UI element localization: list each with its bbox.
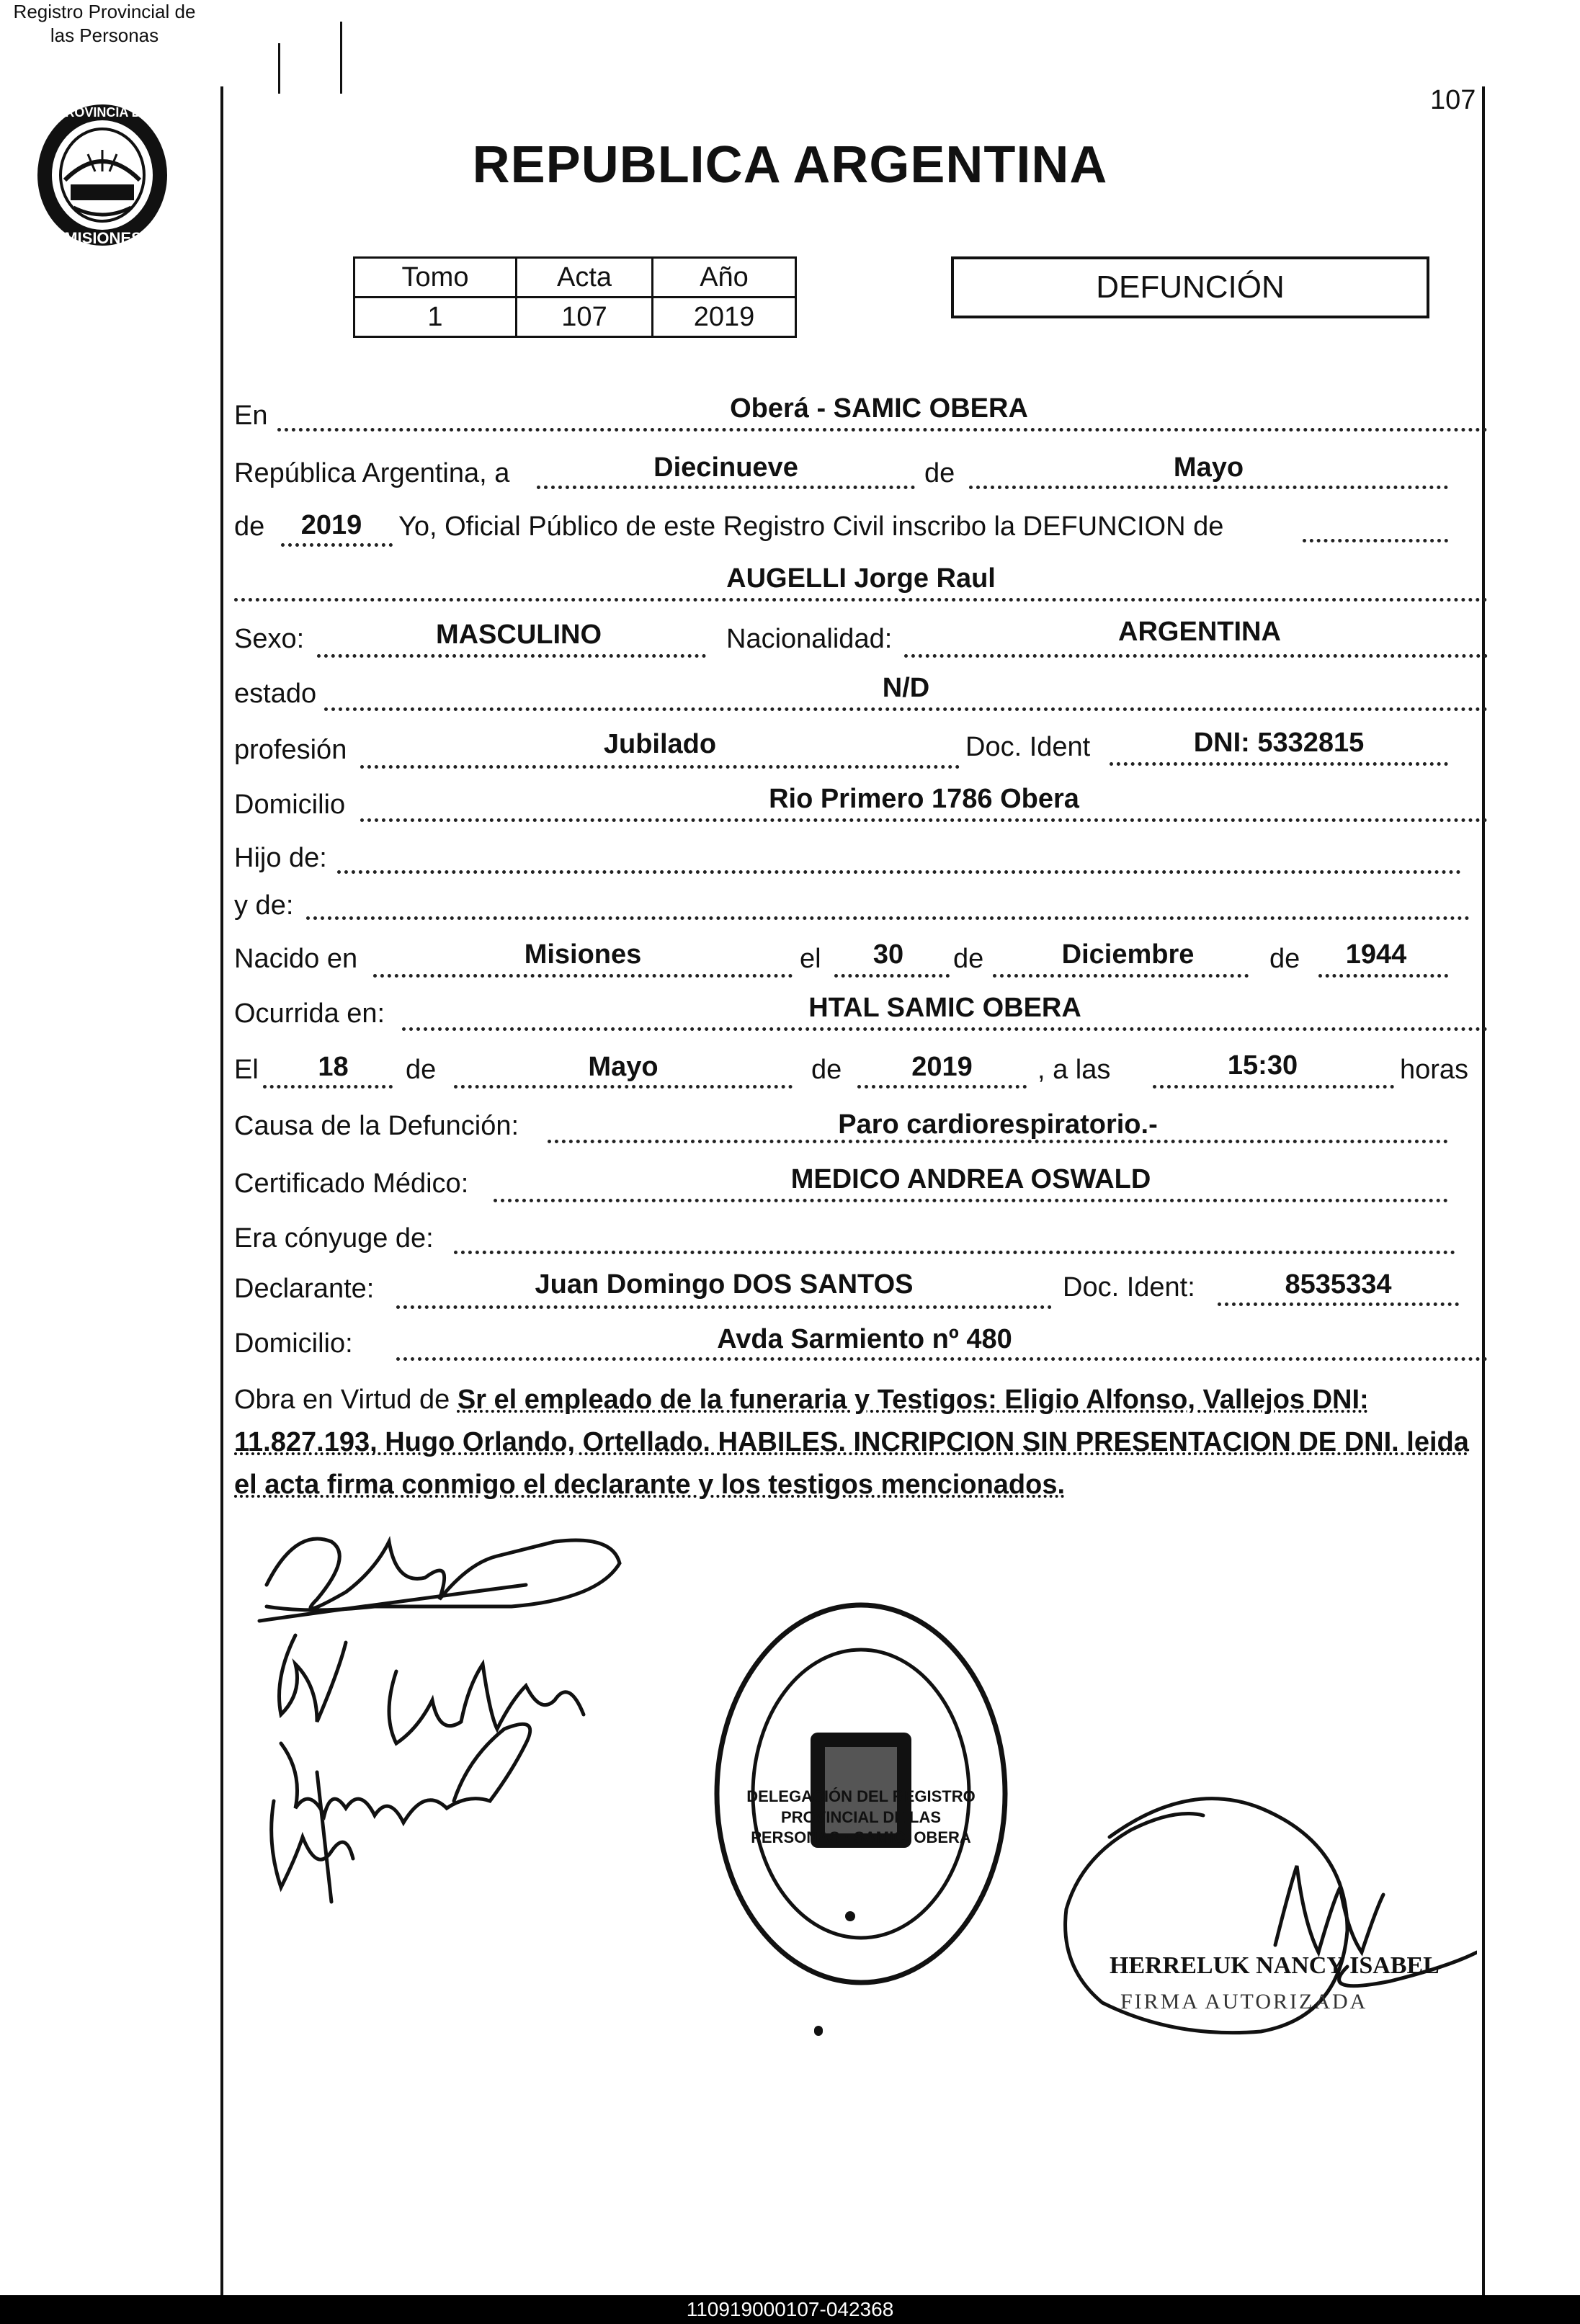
dotted-line [537,486,915,489]
label-estado: estado [234,679,317,709]
label-de: de [924,458,955,488]
reference-header-row [354,258,796,298]
dotted-line [234,598,1488,602]
lugar-value: Oberá - SAMIC OBERA [730,393,1028,424]
label-conyuge: Era cónyuge de: [234,1223,434,1253]
fallec-dia-value: 18 [318,1052,349,1082]
delegation-seal-text: DELEGACIÓN DEL REGISTRO PROVINCIAL DE LAS PERSONAS · SAMIC. OBERA [746,1787,976,1847]
label-y-de: y de: [234,890,294,921]
label-causa: Causa de la Defunción: [234,1111,519,1141]
dotted-line [1110,762,1448,766]
nacido-anio-value: 1944 [1345,939,1407,970]
dotted-line [1153,1085,1394,1089]
fallec-mes-value: Mayo [588,1052,659,1082]
dotted-line [904,654,1488,658]
tomo-value: 1 [354,298,517,337]
dotted-line [857,1085,1027,1089]
dotted-line [969,486,1448,489]
institution-name [0,0,209,47]
label-domicilio: Domicilio: [234,1328,353,1359]
obra-detalle-value: Sr el empleado de la funeraria y Testigos: Eligio Alfonso, Vallejos DNI: 11.827.193, Hugo Orlando, Ortellado. HABILES. INCRIPCION SIN PRESENTACION DE DNI. leida el acta firma conmigo el declarante y los testigos mencionados. [234,1385,1469,1500]
signature-scribble [252,1498,656,1916]
institution-line1: Registro Provincial de [13,1,196,22]
dotted-line [281,543,393,547]
declarante-domicilio-value: Avda Sarmiento nº 480 [717,1324,1012,1354]
reference-value-row [354,298,796,337]
label-a-las: , a las [1037,1055,1111,1085]
official-stamp-name: HERRELUK NANCY ISABEL [1110,1952,1440,1979]
domicilio-value: Rio Primero 1786 Obera [769,784,1079,814]
certificado-value: MEDICO ANDREA OSWALD [790,1164,1151,1194]
acta-value: 107 [517,298,653,337]
left-margin-line [220,86,223,2295]
footer-barcode-text: 110919000107-042368 [0,2295,1580,2324]
dotted-line [324,707,1488,711]
ocurrida-en-value: HTAL SAMIC OBERA [808,993,1081,1023]
label-ocurrida-en: Ocurrida en: [234,998,385,1029]
label-horas: horas [1400,1055,1469,1085]
nacido-en-value: Misiones [524,939,642,970]
nombre-value: AUGELLI Jorge Raul [726,563,996,594]
label-de: de [1269,944,1300,974]
fold-mark [340,22,342,94]
dotted-line [548,1140,1448,1143]
label-obra-en-virtud: Obra en Virtud de [234,1385,450,1415]
mes-inscripcion-value: Mayo [1173,452,1244,483]
nacido-dia-value: 30 [872,939,904,970]
label-republica: República Argentina, a [234,458,510,488]
label-el: el [800,944,821,974]
label-de: de [811,1055,842,1085]
dotted-line [993,974,1249,978]
label-sexo: Sexo: [234,624,305,654]
dotted-line [337,870,1461,874]
dotted-line [317,654,706,658]
dotted-line [454,1085,793,1089]
right-margin-line [1482,86,1485,2295]
nacido-mes-value: Diciembre [1061,939,1195,970]
label-en: En [234,401,268,431]
label-de: de [234,511,265,542]
dotted-line [277,428,1488,432]
page-number: 107 [1430,85,1476,115]
dotted-line [360,818,1488,822]
acta-header: Acta [517,258,653,298]
documento-value: DNI: 5332815 [1193,728,1365,758]
sexo-value: MASCULINO [435,620,602,650]
dotted-line [373,974,793,978]
label-hijo-de: Hijo de: [234,843,327,873]
page-title: REPUBLICA ARGENTINA [472,136,1108,194]
dotted-line [396,1305,1052,1309]
reference-table [353,256,797,338]
label-doc-ident: Doc. Ident: [1063,1272,1195,1302]
dia-inscripcion-value: Diecinueve [653,452,798,483]
label-doc-ident: Doc. Ident [965,732,1091,762]
label-yo-oficial: Yo, Oficial Público de este Registro Civil inscribo la DEFUNCION de [398,511,1224,542]
dotted-line [1303,539,1448,542]
label-de: de [406,1055,437,1085]
dotted-line [494,1199,1448,1202]
profesion-value: Jubilado [603,729,717,759]
obra-en-virtud-paragraph [234,1379,1488,1506]
record-type-box: DEFUNCIÓN [951,256,1429,318]
anio-inscripcion-value: 2019 [300,510,362,540]
label-declarante: Declarante: [234,1274,375,1304]
fold-mark [278,43,280,94]
causa-value: Paro cardiorespiratorio.- [838,1109,1158,1140]
estado-value: N/D [882,673,930,703]
label-el: El [234,1055,259,1085]
institution-line2: las Personas [50,24,159,46]
label-domicilio: Domicilio [234,790,346,820]
nacionalidad-value: ARGENTINA [1118,617,1281,647]
declarante-value: Juan Domingo DOS SANTOS [535,1269,914,1300]
label-de: de [953,944,984,974]
hora-value: 15:30 [1227,1050,1298,1081]
anio-header: Año [653,258,796,298]
anio-value: 2019 [653,298,796,337]
stamp-dot [814,2026,823,2036]
dotted-line [396,1357,1488,1361]
dotted-line [306,916,1470,920]
label-certificado: Certificado Médico: [234,1168,469,1199]
label-nacionalidad: Nacionalidad: [726,624,893,654]
declarante-doc-value: 8535334 [1285,1269,1392,1300]
label-nacido-en: Nacido en [234,944,358,974]
seal-text-top: PROVINCIA DE [56,105,150,120]
dotted-line [360,765,960,769]
dotted-line [834,974,950,978]
dotted-line [263,1085,393,1089]
dotted-line [1318,974,1448,978]
tomo-header: Tomo [354,258,517,298]
dotted-line [1218,1302,1459,1306]
dotted-line [402,1027,1488,1031]
seal-text-bottom: MISIONES [64,229,142,247]
label-profesion: profesión [234,735,347,765]
official-stamp-title: FIRMA AUTORIZADA [1120,1990,1368,2014]
fallec-anio-value: 2019 [911,1052,973,1082]
dotted-line [454,1251,1455,1254]
